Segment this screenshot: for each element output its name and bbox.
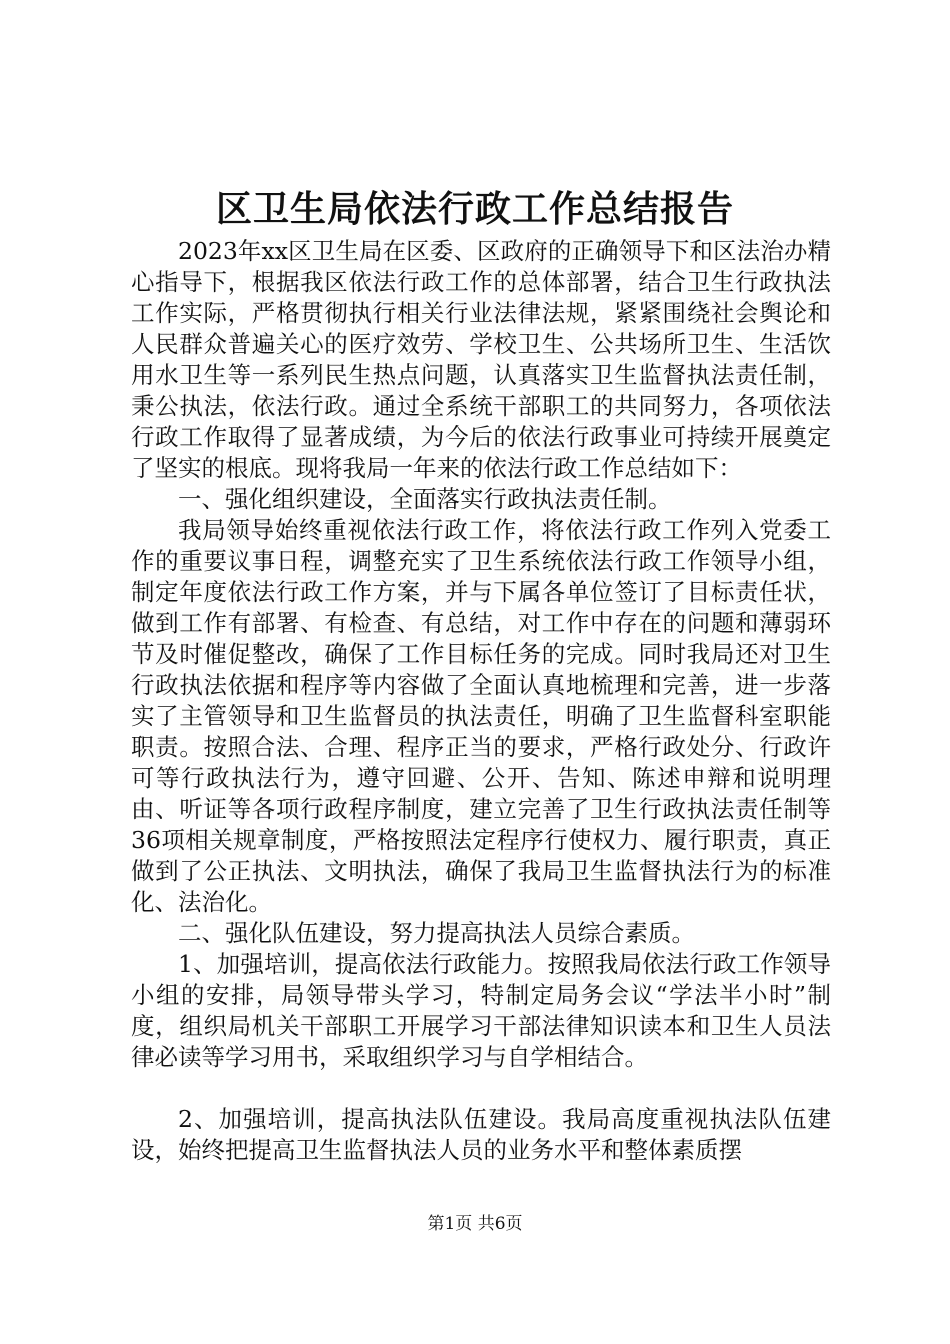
page-number: 第1页 共6页 — [427, 1214, 523, 1234]
paragraph-item-2: 2、加强培训，提高执法队伍建设。我局高度重视执法队伍建设，始终把提高卫生监督执法人员的业务水平和整体素质摆 — [131, 1105, 831, 1164]
section-heading-1: 一、强化组织建设，全面落实行政执法责任制。 — [178, 485, 672, 513]
document-body — [131, 236, 831, 1166]
paragraph-section-1: 我局领导始终重视依法行政工作，将依法行政工作列入党委工作的重要议事日程，调整充实了卫生系统依法行政工作领导小组，制定年度依法行政工作方案，并与下属各单位签订了目标责任状，做到工作有部署、有检查、有总结，对工作中存在的问题和薄弱环节及时催促整改，确保了工作目标任务的完成。同时我局还对卫生行政执法依据和程序等内容做了全面认真地梳理和完善，进一步落实了主管领导和卫生监督员的执法责任，明确了卫生监督科室职能职责。按照合法、合理、程序正当的要求，严格行政处分、行政许可等行政执法行为，遵守回避、公开、告知、陈述申辩和说明理由、听证等各项行政程序制度，建立完善了卫生行政执法责任制等36项相关规章制度，严格按照法定程序行使权力、履行职责，真正做到了公正执法、文明执法，确保了我局卫生监督执法行为的标准化、法治化。 — [131, 516, 831, 916]
paragraph-intro: 2023年xx区卫生局在区委、区政府的正确领导下和区法治办精心指导下，根据我区依法行政工作的总体部署，结合卫生行政执法工作实际，严格贯彻执行相关行业法律法规，紧紧围绕社会舆论和人民群众普遍关心的医疗效劳、学校卫生、公共场所卫生、生活饮用水卫生等一系列民生热点问题，认真落实卫生监督执法责任制，秉公执法，依法行政。通过全系统干部职工的共同努力，各项依法行政工作取得了显著成绩，为今后的依法行政事业可持续开展奠定了坚实的根底。现将我局一年来的依法行政工作总结如下： — [131, 237, 831, 482]
section-heading-2: 二、强化队伍建设，努力提高执法人员综合素质。 — [178, 919, 695, 947]
document-title: 区卫生局依法行政工作总结报告 — [215, 188, 734, 230]
paragraph-item-1: 1、加强培训，提高依法行政能力。按照我局依法行政工作领导小组的安排，局领导带头学习，特制定局务会议“学法半小时”制度，组织局机关干部职工开展学习干部法律知识读本和卫生人员法律必读等学习用书，采取组织学习与自学相结合。 — [131, 950, 831, 1071]
